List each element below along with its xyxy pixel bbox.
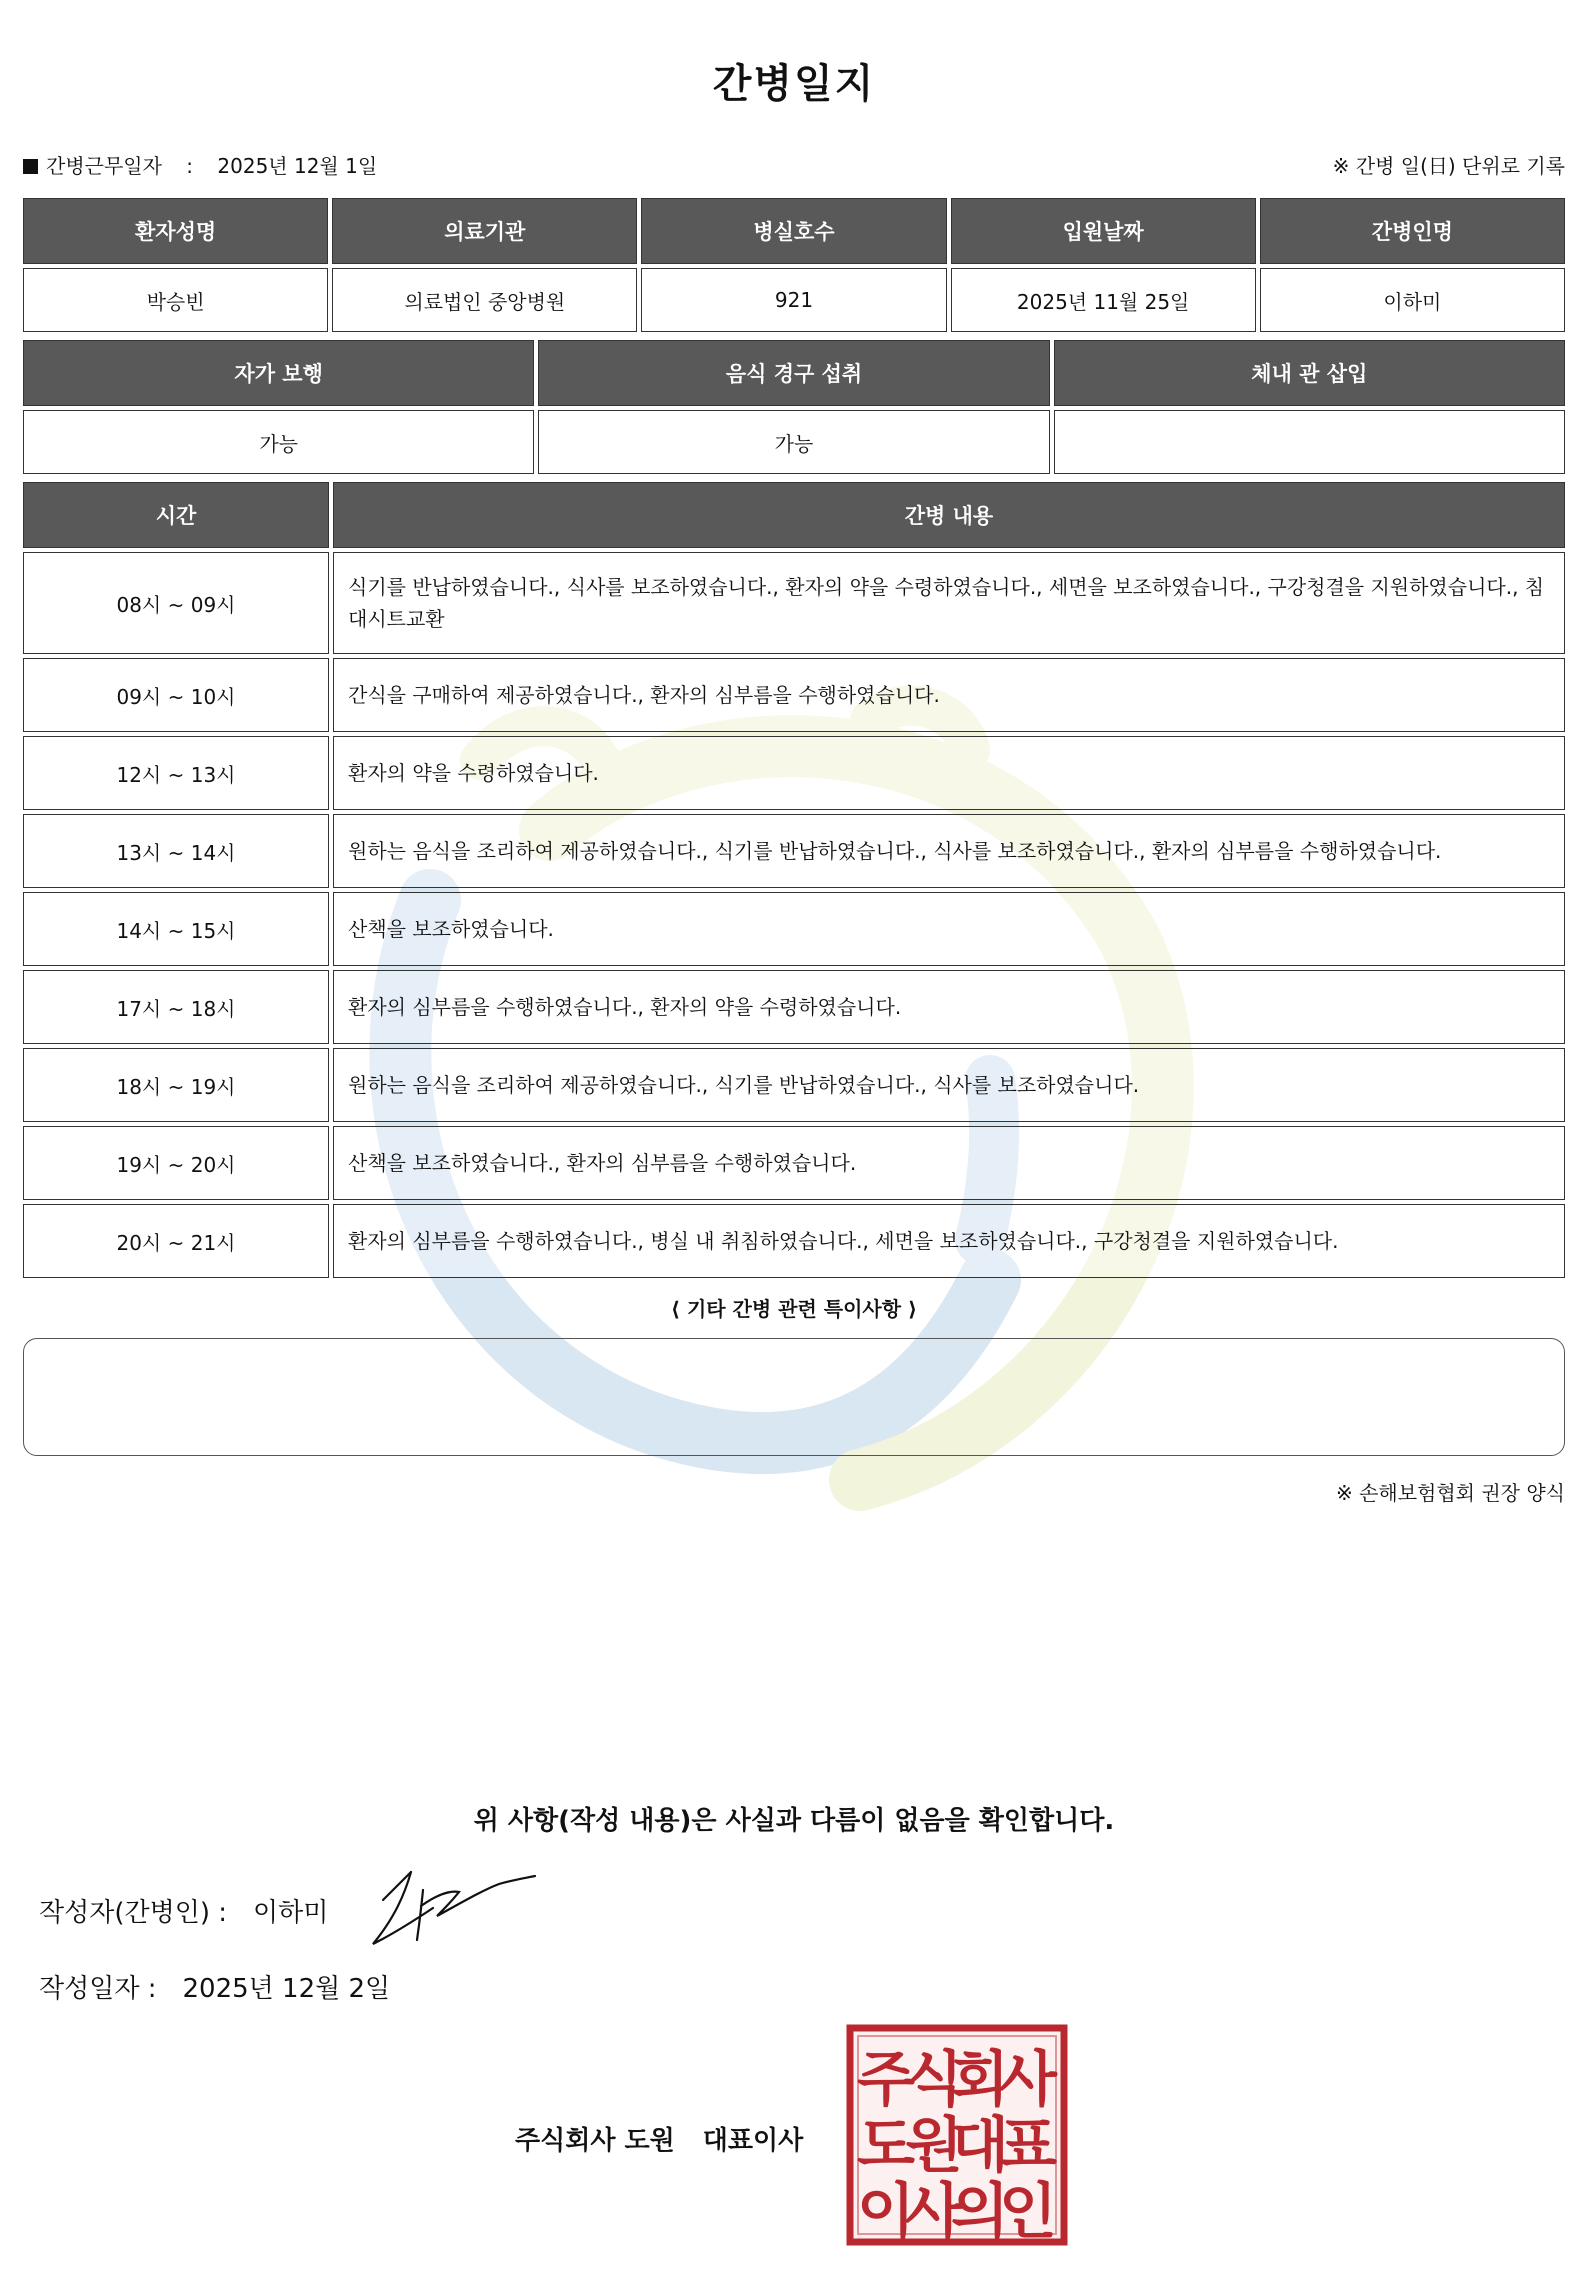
log-time: 18시 ~ 19시 bbox=[23, 1048, 329, 1122]
header-caregiver: 간병인명 bbox=[1260, 198, 1565, 264]
care-log-table bbox=[19, 478, 1569, 1282]
work-date-value: 2025년 12월 1일 bbox=[217, 154, 378, 178]
square-bullet-icon bbox=[23, 159, 38, 174]
log-time: 09시 ~ 10시 bbox=[23, 658, 329, 732]
company-name: 주식회사 도원 bbox=[515, 2126, 675, 2156]
log-content: 산책을 보조하였습니다. bbox=[333, 892, 1565, 966]
log-content: 식기를 반납하였습니다., 식사를 보조하였습니다., 환자의 약을 수령하였습니다., 세면을 보조하였습니다., 구강청결을 지원하였습니다., 침대시트교환 bbox=[333, 552, 1565, 654]
table-row bbox=[23, 892, 1565, 966]
patient-info-table bbox=[19, 194, 1569, 336]
log-time: 20시 ~ 21시 bbox=[23, 1204, 329, 1278]
company-line bbox=[515, 2120, 803, 2157]
svg-text:의: 의 bbox=[951, 2177, 1009, 2246]
table-row bbox=[23, 1048, 1565, 1122]
log-time: 14시 ~ 15시 bbox=[23, 892, 329, 966]
work-date-separator: : bbox=[186, 154, 194, 178]
care-log-document bbox=[23, 0, 1565, 2246]
patient-name: 박승빈 bbox=[23, 268, 328, 332]
table-row bbox=[23, 814, 1565, 888]
svg-text:이: 이 bbox=[857, 2177, 915, 2246]
header-tube-insertion: 체내 관 삽입 bbox=[1054, 340, 1565, 406]
tube-insertion bbox=[1054, 410, 1565, 474]
svg-text:대: 대 bbox=[951, 2111, 1009, 2181]
log-content: 원하는 음식을 조리하여 제공하였습니다., 식기를 반납하였습니다., 식사를 보조하였습니다. bbox=[333, 1048, 1565, 1122]
svg-text:사: 사 bbox=[905, 2177, 963, 2246]
work-date-label: 간병근무일자 bbox=[46, 154, 162, 178]
log-time: 17시 ~ 18시 bbox=[23, 970, 329, 1044]
table-row bbox=[23, 658, 1565, 732]
writing-date: 2025년 12월 2일 bbox=[182, 1974, 391, 2004]
unit-note: ※ 간병 일(日) 단위로 기록 bbox=[1332, 154, 1565, 178]
svg-text:표: 표 bbox=[999, 2111, 1057, 2181]
svg-text:사: 사 bbox=[999, 2045, 1057, 2115]
svg-text:회: 회 bbox=[951, 2045, 1009, 2115]
log-time: 19시 ~ 20시 bbox=[23, 1126, 329, 1200]
work-date bbox=[23, 152, 377, 180]
room-number: 921 bbox=[641, 268, 946, 332]
confirmation-statement: 위 사항(작성 내용)은 사실과 다름이 없음을 확인합니다. bbox=[473, 1806, 1115, 1836]
form-note: ※ 손해보험협회 권장 양식 bbox=[1335, 1481, 1565, 1505]
hospital: 의료법인 중앙병원 bbox=[332, 268, 637, 332]
notes-title: ⟨ 기타 간병 관련 특이사항 ⟩ bbox=[670, 1297, 918, 1321]
writing-date-line bbox=[39, 1968, 390, 2005]
log-time: 12시 ~ 13시 bbox=[23, 736, 329, 810]
writer-name: 이하미 bbox=[253, 1898, 329, 1928]
table-row bbox=[23, 970, 1565, 1044]
header-content: 간병 내용 bbox=[333, 482, 1565, 548]
admission-date: 2025년 11월 25일 bbox=[951, 268, 1256, 332]
svg-text:주: 주 bbox=[857, 2045, 915, 2115]
svg-text:인: 인 bbox=[999, 2177, 1057, 2246]
log-content: 간식을 구매하여 제공하였습니다., 환자의 심부름을 수행하였습니다. bbox=[333, 658, 1565, 732]
log-time: 13시 ~ 14시 bbox=[23, 814, 329, 888]
oral-intake: 가능 bbox=[538, 410, 1049, 474]
header-self-walking: 자가 보행 bbox=[23, 340, 534, 406]
self-walking: 가능 bbox=[23, 410, 534, 474]
ceo-title: 대표이사 bbox=[702, 2126, 804, 2156]
svg-text:도: 도 bbox=[857, 2111, 915, 2181]
header-hospital: 의료기관 bbox=[332, 198, 637, 264]
caregiver-name: 이하미 bbox=[1260, 268, 1565, 332]
svg-text:원: 원 bbox=[905, 2111, 963, 2181]
svg-text:식: 식 bbox=[905, 2045, 963, 2115]
log-time: 08시 ~ 09시 bbox=[23, 552, 329, 654]
handwritten-signature bbox=[363, 1860, 543, 1950]
log-content: 환자의 심부름을 수행하였습니다., 환자의 약을 수령하였습니다. bbox=[333, 970, 1565, 1044]
table-row bbox=[23, 1126, 1565, 1200]
table-row bbox=[23, 736, 1565, 810]
header-room: 병실호수 bbox=[641, 198, 946, 264]
header-admission-date: 입원날짜 bbox=[951, 198, 1256, 264]
notes-box bbox=[23, 1338, 1565, 1456]
log-content: 환자의 심부름을 수행하였습니다., 병실 내 취침하였습니다., 세면을 보조하였습니다., 구강청결을 지원하였습니다. bbox=[333, 1204, 1565, 1278]
table-row bbox=[23, 552, 1565, 654]
condition-table bbox=[19, 336, 1569, 478]
page-title: 간병일지 bbox=[712, 61, 876, 107]
table-row bbox=[23, 1204, 1565, 1278]
log-content: 환자의 약을 수령하였습니다. bbox=[333, 736, 1565, 810]
header-patient-name: 환자성명 bbox=[23, 198, 328, 264]
writer-line bbox=[39, 1892, 328, 1929]
work-date-row bbox=[23, 152, 1565, 180]
header-oral-intake: 음식 경구 섭취 bbox=[538, 340, 1049, 406]
company-seal-stamp bbox=[846, 2024, 1068, 2246]
writing-date-label: 작성일자 : bbox=[39, 1974, 157, 2004]
log-content: 산책을 보조하였습니다., 환자의 심부름을 수행하였습니다. bbox=[333, 1126, 1565, 1200]
header-time: 시간 bbox=[23, 482, 329, 548]
writer-label: 작성자(간병인) : bbox=[39, 1898, 228, 1928]
log-content: 원하는 음식을 조리하여 제공하였습니다., 식기를 반납하였습니다., 식사를 보조하였습니다., 환자의 심부름을 수행하였습니다. bbox=[333, 814, 1565, 888]
